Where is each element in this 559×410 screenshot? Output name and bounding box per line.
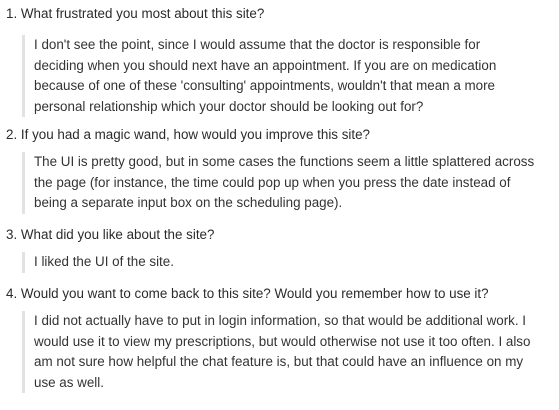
answer-line: I liked the UI of the site.: [34, 254, 174, 269]
answer-line: the page (for instance, the time could pop up when you press the date instead of: [34, 174, 511, 190]
answer-2: [22, 152, 556, 214]
answer-1: [22, 35, 556, 117]
answer-line: I did not actually have to put in login information, so that would be additional work. I: [34, 313, 527, 328]
answer-line: use as well.: [34, 374, 104, 390]
question-text: What did you like about the site?: [20, 227, 215, 242]
question-4: [6, 284, 489, 304]
question-text: What frustrated you most about this site?: [20, 6, 265, 21]
answer-line: because of one of these 'consulting' appointments, wouldn't that mean a more: [34, 78, 496, 94]
question-1: [6, 4, 264, 24]
question-3: [6, 225, 214, 245]
question-text: If you had a magic wand, how would you improve this site?: [20, 127, 370, 142]
question-number: 2.: [6, 127, 18, 142]
answer-line: am not sure how helpful the chat feature is, but that could have an influence on my: [34, 354, 524, 370]
answer-line: personal relationship which your doctor should be looking out for?: [34, 98, 424, 114]
answer-line: deciding when you should next have an appointment. If you are on medication: [34, 57, 497, 73]
question-number: 3.: [6, 227, 18, 242]
answer-4: [22, 311, 556, 393]
question-2: [6, 125, 370, 145]
answer-line: being a separate input box on the scheduling page).: [34, 195, 343, 211]
answer-line: would use it to view my prescriptions, but would otherwise not use it too often. I also: [34, 333, 531, 349]
question-number: 4.: [6, 286, 18, 301]
question-text: Would you want to come back to this site? Would you remember how to use it?: [20, 286, 489, 301]
answer-3: [22, 252, 556, 273]
answer-line: The UI is pretty good, but in some cases the functions seem a little splattered across: [34, 154, 535, 169]
answer-line: I don't see the point, since I would assume that the doctor is responsible for: [34, 37, 481, 52]
question-number: 1.: [6, 6, 18, 21]
